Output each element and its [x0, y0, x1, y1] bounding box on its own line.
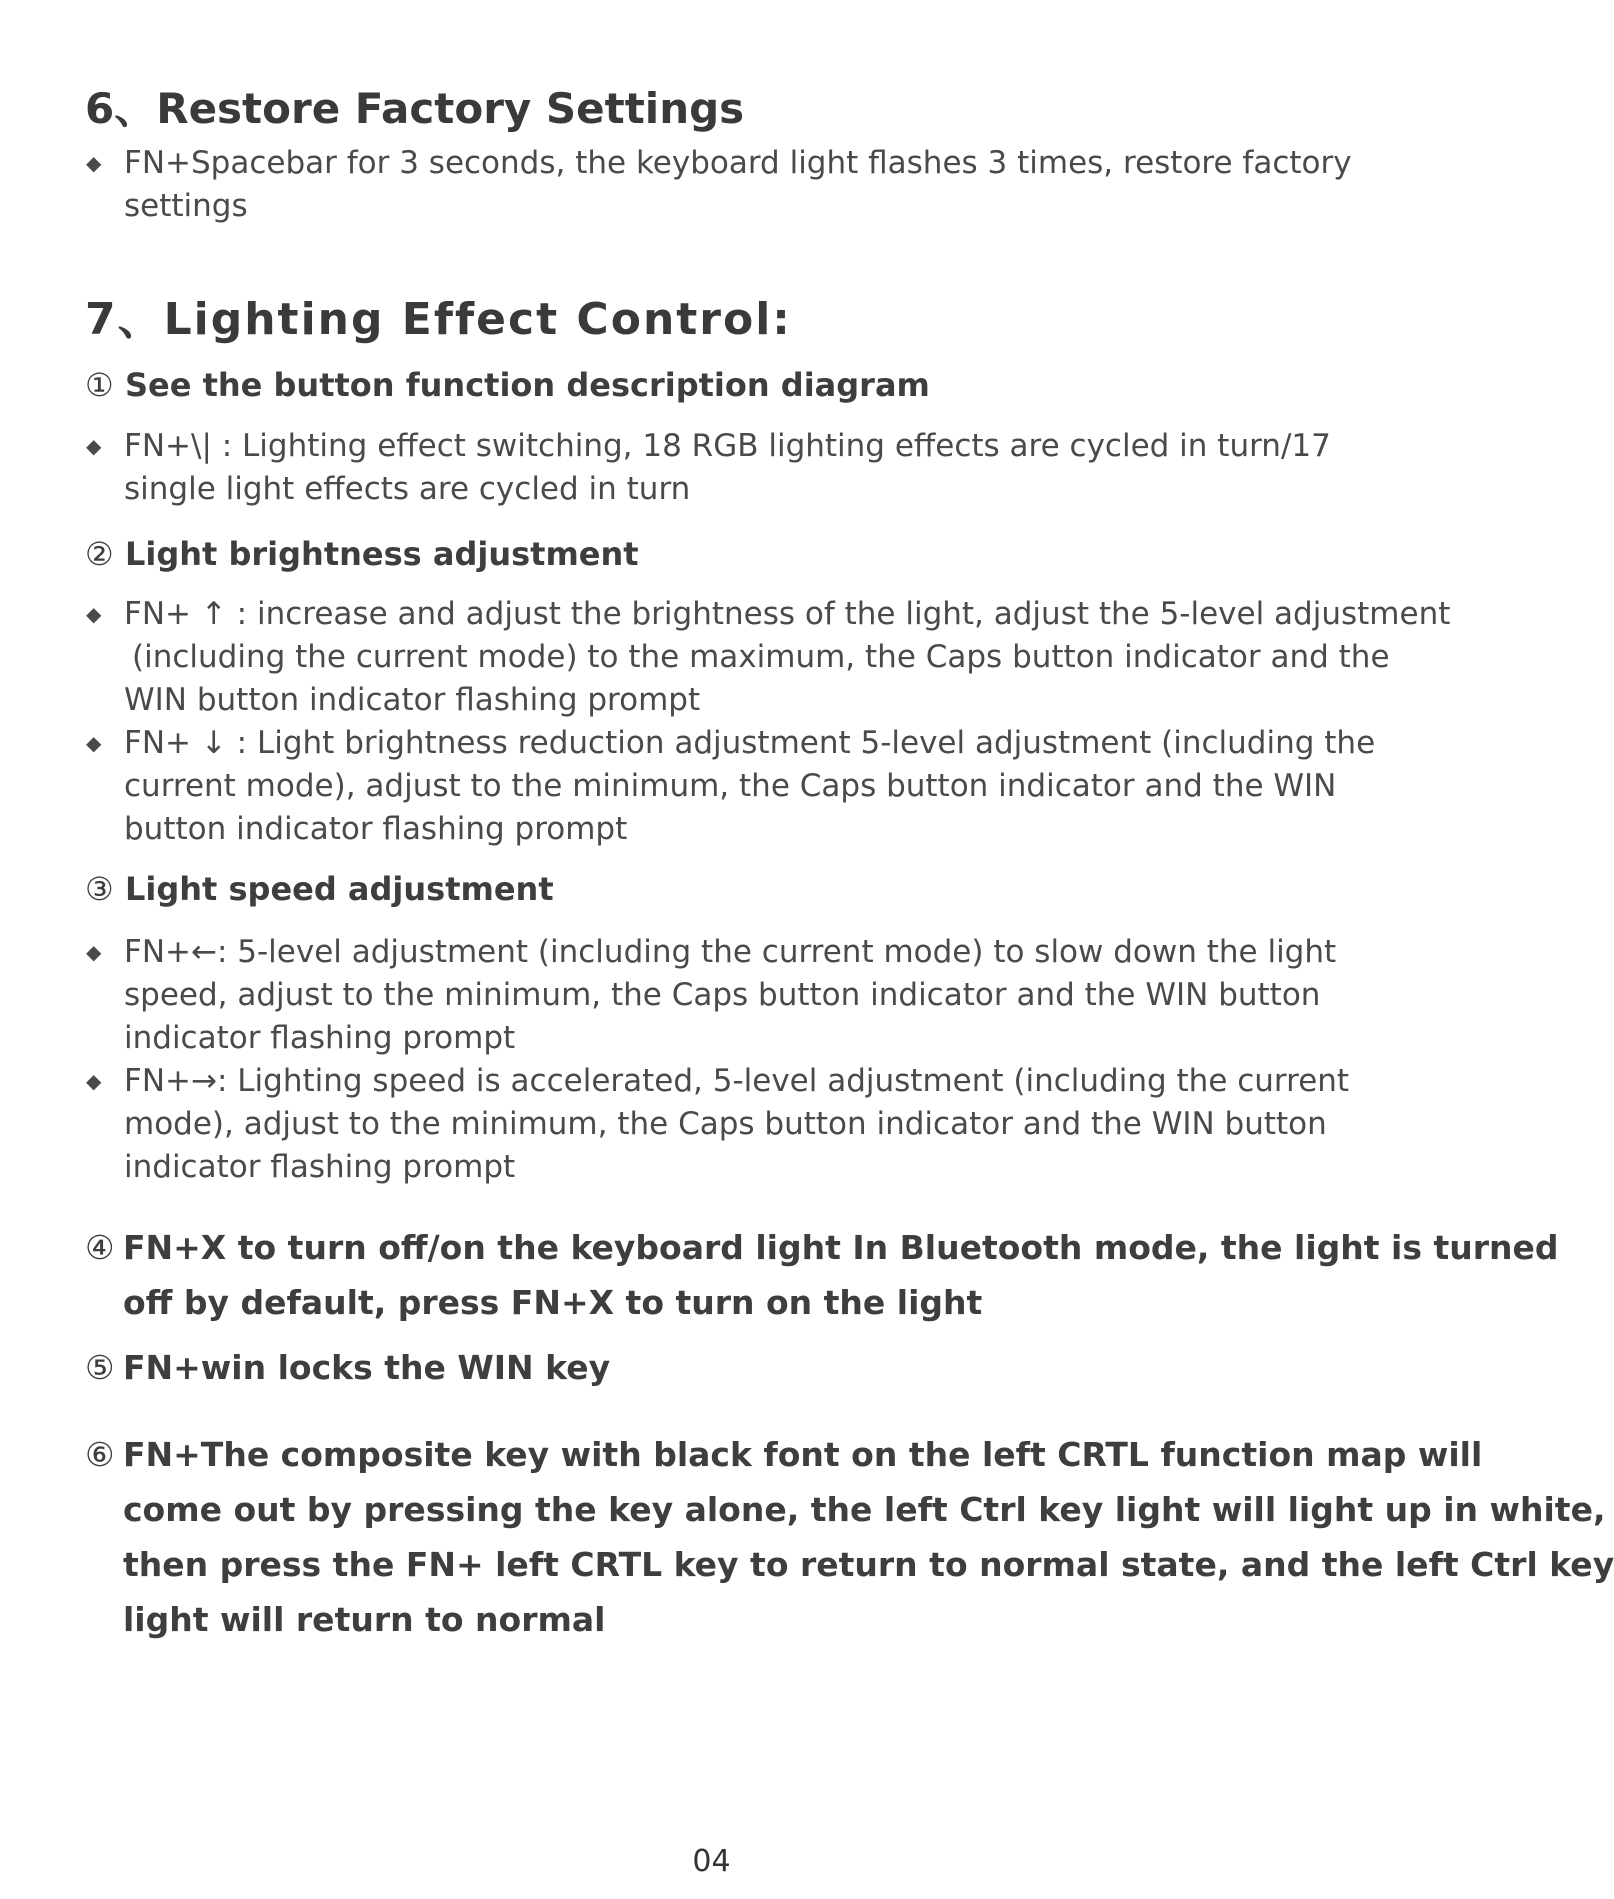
bullet-line: settings — [124, 188, 248, 224]
bullet-line: single light effects are cycled in turn — [124, 471, 691, 507]
bullet-icon: ◆ — [86, 434, 102, 458]
note-line: then press the FN+ left CRTL key to return to normal state, and the left Ctrl key — [123, 1545, 1614, 1584]
subsection-2-heading — [85, 535, 639, 573]
section-7-title: 7、Lighting Effect Control: — [85, 294, 792, 345]
subsection-title: Light speed adjustment — [125, 870, 554, 908]
bullet-icon: ◆ — [86, 940, 102, 964]
bullet-line: button indicator flashing prompt — [124, 811, 628, 847]
bullet-line: (including the current mode) to the maximum, the Caps button indicator and the — [132, 639, 1390, 675]
note-line: FN+win locks the WIN key — [123, 1348, 611, 1387]
subsection-title: See the button function description diagram — [125, 366, 930, 404]
bullet-icon: ◆ — [86, 1069, 102, 1093]
circled-number: ⑥ — [85, 1435, 115, 1474]
subsection-title: Light brightness adjustment — [125, 535, 639, 573]
bullet-line: WIN button indicator flashing prompt — [124, 682, 701, 718]
note-line: light will return to normal — [123, 1600, 606, 1639]
circled-number: ③ — [85, 870, 114, 908]
bullet-line: current mode), adjust to the minimum, the Caps button indicator and the WIN — [124, 768, 1337, 804]
bullet-line: FN+←: 5-level adjustment (including the current mode) to slow down the light — [124, 934, 1337, 970]
circled-number: ② — [85, 535, 114, 573]
bullet-line: FN+Spacebar for 3 seconds, the keyboard light flashes 3 times, restore factory — [124, 145, 1352, 181]
section-6-title: 6、Restore Factory Settings — [85, 84, 745, 133]
bullet-line: FN+→: Lighting speed is accelerated, 5-level adjustment (including the current — [124, 1063, 1350, 1099]
circled-number: ① — [85, 366, 114, 404]
bullet-line: speed, adjust to the minimum, the Caps button indicator and the WIN button — [124, 977, 1321, 1013]
note-line: FN+The composite key with black font on the left CRTL function map will — [123, 1435, 1483, 1474]
circled-number: ⑤ — [85, 1348, 115, 1387]
bullet-icon: ◆ — [86, 602, 102, 626]
subsection-1-heading — [85, 366, 930, 404]
bullet-line: FN+ ↓ : Light brightness reduction adjustment 5-level adjustment (including the — [124, 725, 1376, 761]
bullet-line: FN+ ↑ : increase and adjust the brightness of the light, adjust the 5-level adjustment — [124, 596, 1451, 632]
bullet-line: FN+\| : Lighting effect switching, 18 RGB lighting effects are cycled in turn/17 — [124, 428, 1331, 464]
circled-number: ④ — [85, 1228, 115, 1267]
bullet-line: indicator flashing prompt — [124, 1149, 516, 1185]
bullet-icon: ◆ — [86, 731, 102, 755]
subsection-3-heading — [85, 870, 554, 908]
bullet-line: indicator flashing prompt — [124, 1020, 516, 1056]
note-line: off by default, press FN+X to turn on the light — [123, 1283, 983, 1322]
bullet-icon: ◆ — [86, 151, 102, 175]
page-number: 04 — [692, 1844, 731, 1879]
note-line: come out by pressing the key alone, the left Ctrl key light will light up in white, — [123, 1490, 1606, 1529]
bullet-line: mode), adjust to the minimum, the Caps button indicator and the WIN button — [124, 1106, 1327, 1142]
note-line: FN+X to turn off/on the keyboard light In Bluetooth mode, the light is turned — [123, 1228, 1559, 1267]
